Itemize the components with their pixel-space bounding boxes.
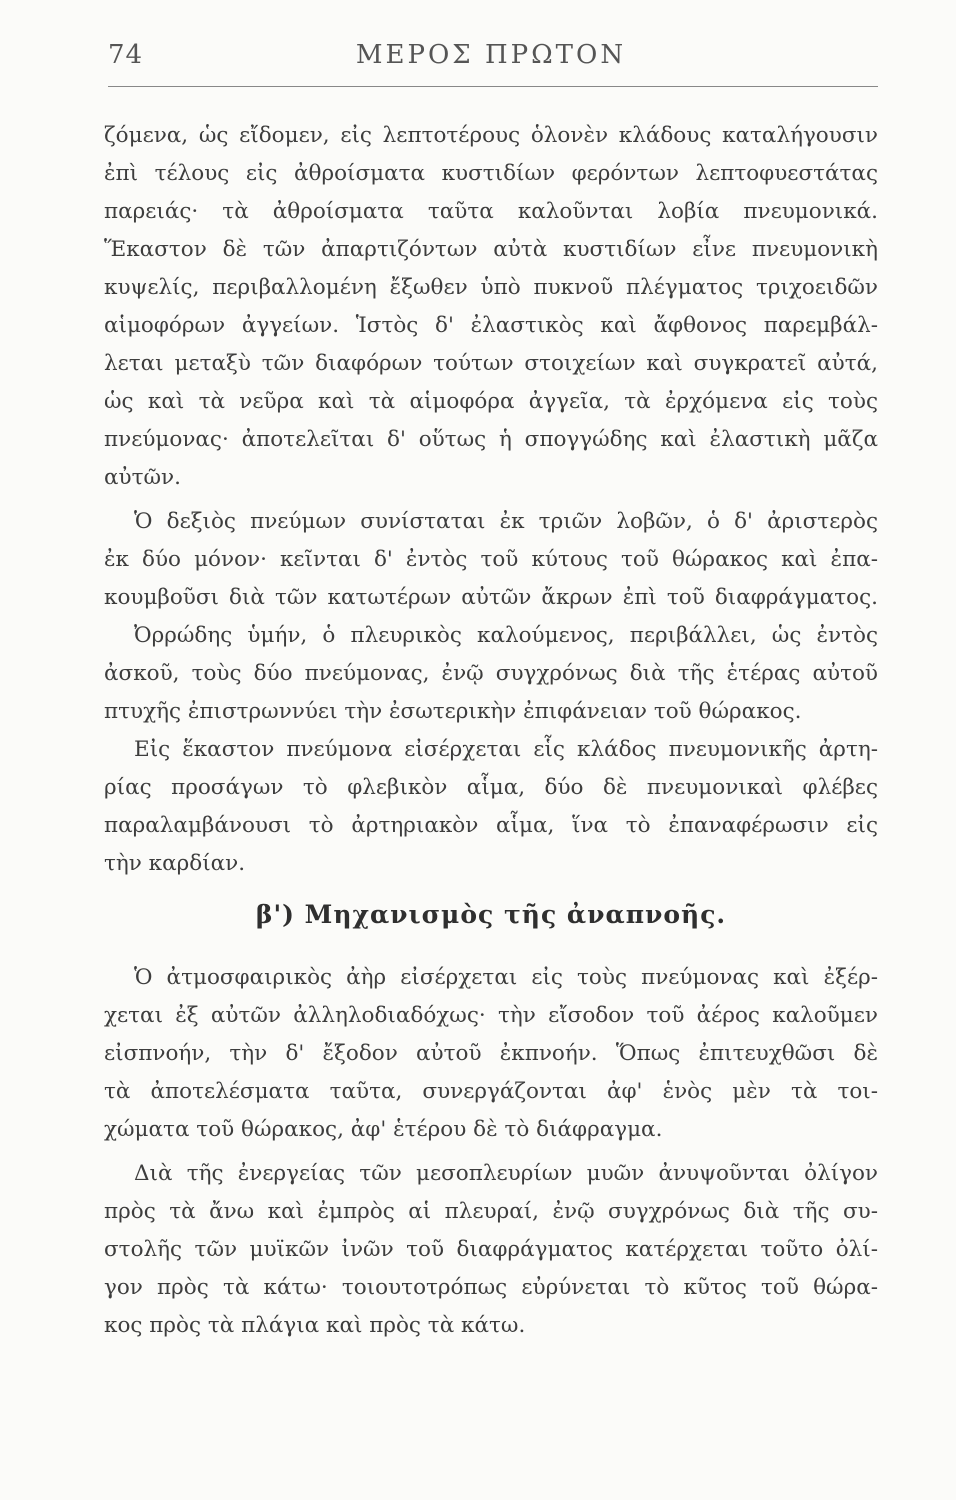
text-line: αὐτῶν. [104, 465, 181, 490]
text-line: κος πρὸς τὰ πλάγια καὶ πρὸς τὰ κάτω. [104, 1313, 526, 1338]
text-line: ρίας προσάγων τὸ φλεβικὸν αἷμα, δύο δὲ πνευμονικαὶ φλέβες [104, 775, 878, 800]
text-line: ἀσκοῦ, τοὺς δύο πνεύμονας, ἐνῷ συγχρόνως διὰ τῆς ἑτέρας αὐτοῦ [104, 661, 878, 686]
text-line: ζόμενα, ὡς εἴδομεν, εἰς λεπτοτέρους ὁλονὲν κλάδους καταλήγουσιν [104, 123, 878, 148]
text-line: Ὀρρώδης ὑμήν, ὁ πλευρικὸς καλούμενος, περιβάλλει, ὡς ἐντὸς [134, 623, 878, 648]
text-line: ἐπὶ τέλους εἰς ἀθροίσματα κυστιδίων φερόντων λεπτοφυεστάτας [104, 161, 878, 186]
running-title: ΜΕΡΟΣ ΠΡΩΤΟΝ [355, 40, 627, 70]
text-line: τὴν καρδίαν. [104, 851, 246, 876]
text-line: παρειάς· τὰ ἀθροίσματα ταῦτα καλοῦνται λοβία πνευμονικά. [104, 199, 878, 224]
text-line: πρὸς τὰ ἄνω καὶ ἐμπρὸς αἱ πλευραί, ἐνῷ συγχρόνως διὰ τῆς συ- [104, 1199, 878, 1224]
text-line: τὰ ἀποτελέσματα ταῦτα, συνεργάζονται ἀφ' ἑνὸς μὲν τὰ τοι- [104, 1079, 878, 1104]
header-rule [108, 86, 878, 87]
text-line: πτυχῆς ἐπιστρωννύει τὴν ἐσωτερικὴν ἐπιφάνειαν τοῦ θώρακος. [104, 699, 802, 724]
text-line: κυψελίς, περιβαλλομένη ἔξωθεν ὑπὸ πυκνοῦ πλέγματος τριχοειδῶν [104, 275, 878, 300]
text-line: Διὰ τῆς ἐνεργείας τῶν μεσοπλευρίων μυῶν ἀνυψοῦνται ὀλίγον [134, 1161, 878, 1186]
text-line: στολῆς τῶν μυϊκῶν ἰνῶν τοῦ διαφράγματος κατέρχεται τοῦτο ὀλί- [104, 1237, 878, 1262]
text-line: χεται ἐξ αὐτῶν ἀλληλοδιαδόχως· τὴν εἴσοδον τοῦ ἀέρος καλοῦμεν [104, 1003, 878, 1028]
text-line: λεται μεταξὺ τῶν διαφόρων τούτων στοιχείων καὶ συγκρατεῖ αὐτά, [104, 351, 878, 376]
text-line: πνεύμονας· ἀποτελεῖται δ' οὕτως ἡ σπογγώδης καὶ ἐλαστικὴ μᾶζα [104, 427, 878, 452]
text-line: γον πρὸς τὰ κάτω· τοιουτοτρόπως εὐρύνεται τὸ κῦτος τοῦ θώρα- [104, 1275, 878, 1300]
text-line: εἰσπνοήν, τὴν δ' ἔξοδον αὐτοῦ ἐκπνοήν. Ὅπως ἐπιτευχθῶσι δὲ [104, 1041, 878, 1066]
text-line: χώματα τοῦ θώρακος, ἀφ' ἑτέρου δὲ τὸ διάφραγμα. [104, 1117, 663, 1142]
text-line: Ἕκαστον δὲ τῶν ἀπαρτιζόντων αὐτὰ κυστιδίων εἶνε πνευμονικὴ [104, 237, 878, 262]
text-line: ἐκ δύο μόνον· κεῖνται δ' ἐντὸς τοῦ κύτους τοῦ θώρακος καὶ ἐπα- [104, 547, 878, 572]
text-line: κουμβοῦσι διὰ τῶν κατωτέρων αὐτῶν ἄκρων ἐπὶ τοῦ διαφράγματος. [104, 585, 878, 610]
section-heading: β') Μηχανισμὸς τῆς ἀναπνοῆς. [255, 900, 727, 929]
page-number: 74 [108, 40, 144, 70]
text-line: Ὁ ἀτμοσφαιρικὸς ἀὴρ εἰσέρχεται εἰς τοὺς πνεύμονας καὶ ἐξέρ- [134, 965, 878, 990]
text-line: αἱμοφόρων ἀγγείων. Ἱστὸς δ' ἐλαστικὸς καὶ ἄφθονος παρεμβάλ- [104, 313, 878, 338]
text-line: Εἰς ἕκαστον πνεύμονα εἰσέρχεται εἷς κλάδος πνευμονικῆς ἀρτη- [134, 737, 878, 762]
text-line: ὡς καὶ τὰ νεῦρα καὶ τὰ αἱμοφόρα ἀγγεῖα, τὰ ἐρχόμενα εἰς τοὺς [104, 389, 878, 414]
text-line: παραλαμβάνουσι τὸ ἀρτηριακὸν αἷμα, ἵνα τὸ ἐπαναφέρωσιν εἰς [104, 813, 878, 838]
page-header [108, 40, 874, 80]
text-line: Ὁ δεξιὸς πνεύμων συνίσταται ἐκ τριῶν λοβῶν, ὁ δ' ἀριστερὸς [134, 509, 878, 534]
